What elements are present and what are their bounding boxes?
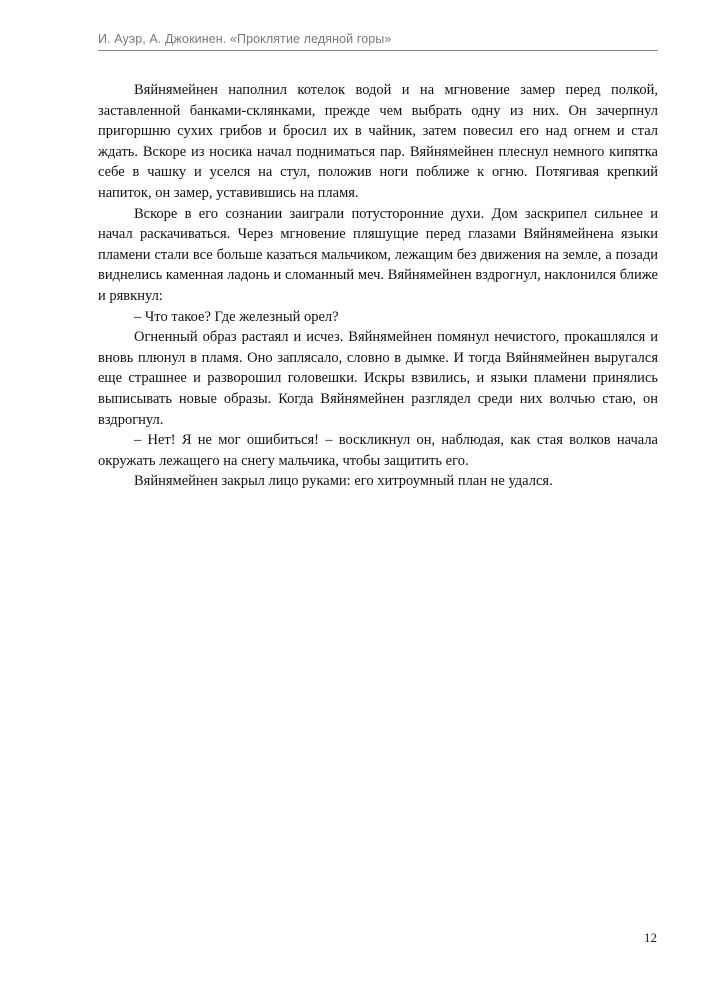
body-text: [98, 80, 658, 492]
paragraph: Вскоре в его сознании заиграли потусторонние духи. Дом заскрипел сильнее и начал раскачиваться. Через мгновение пляшущие перед глазами Вяйнямейнена языки пламени стали все больше казаться мальчиком, лежащим без движения на земле, а позади виднелись каменная ладонь и сломанный меч. Вяйнямейнен вздрогнул, наклонился ближе и рявкнул:: [98, 205, 658, 304]
page-number: 12: [644, 930, 657, 945]
paragraph: Вяйнямейнен наполнил котелок водой и на мгновение замер перед полкой, заставленной банками-склянками, прежде чем выбрать одну из них. Он зачерпнул пригоршню сухих грибов и бросил их в чайник, затем повесил его над огнем и стал ждать. Вскоре из носика начал подниматься пар. Вяйнямейнен плеснул немного кипятка себе в чашку и уселся на стул, положив ноги поближе к огню. Потягивая крепкий напиток, он замер, уставившись на пламя.: [98, 82, 658, 201]
dialogue-line: – Что такое? Где железный орел?: [134, 308, 339, 325]
running-head: И. Ауэр, А. Джокинен. «Проклятие ледяной горы»: [98, 32, 392, 46]
paragraph: Огненный образ растаял и исчез. Вяйнямейнен помянул нечистого, прокашлялся и вновь плюнул в пламя. Оно заплясало, словно в дымке. И тогда Вяйнямейнен выругался еще страшнее и разворошил головешки. Искры взвились, и языки пламени принялись выписывать новые образы. Когда Вяйнямейнен разглядел среди них волчью стаю, он вздрогнул.: [98, 329, 658, 428]
header-rule: [98, 50, 658, 51]
paragraph: Вяйнямейнен закрыл лицо руками: его хитроумный план не удался.: [134, 473, 553, 490]
dialogue-line: – Нет! Я не мог ошибиться! – воскликнул он, наблюдая, как стая волков начала окружать лежащего на снегу мальчика, чтобы защитить его.: [98, 432, 658, 469]
